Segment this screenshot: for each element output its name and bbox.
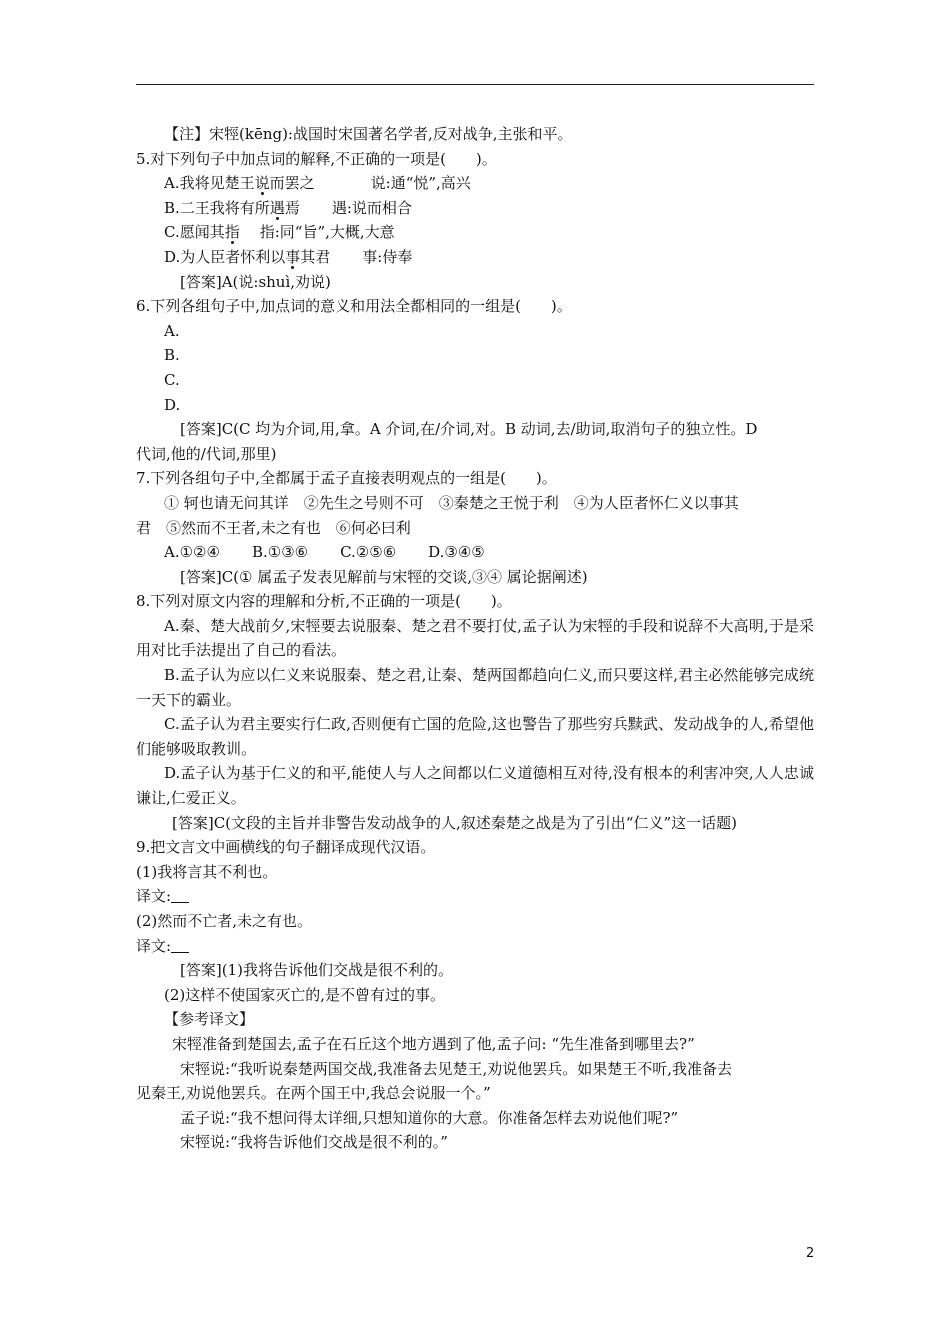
q5-b-dotted-word: 遇 [269, 198, 285, 217]
q5-d-text-tail: 其君 [300, 247, 331, 266]
q7-options [136, 540, 814, 565]
q6-stem: 6.下列各组句子中,加点词的意义和用法全都相同的一组是( )。 [136, 297, 572, 316]
q5-option-b [136, 196, 814, 221]
q9-answer-blank-2[interactable] [171, 938, 189, 953]
q5-a-explanation: 说:通“悦”,高兴 [370, 174, 471, 193]
header-rule [136, 84, 814, 85]
q5-c-explanation: 指:同“旨”,大概,大意 [259, 223, 395, 242]
q8-stem: 8.下列对原文内容的理解和分析,不正确的一项是( )。 [136, 592, 512, 611]
q5-b-explanation: 遇:说而相合 [331, 198, 412, 217]
q5-c-dotted-word: 指 [224, 223, 240, 242]
q7-option-b: B.①③⑥ [251, 543, 309, 562]
q5-option-a [136, 171, 814, 196]
q8-answer: [答案]C(文段的主旨并非警告发动战争的人,叙述秦楚之战是为了引出“仁义”这一话题) [172, 813, 737, 832]
q6-option-c: C. [164, 370, 180, 389]
q9-sentence-2: (2)然而不亡者,未之有也。 [136, 912, 313, 930]
q8-option-d: D.孟子认为基于仁义的和平,能使人与人之间都以仁义道德相互对待,没有根本的利害冲突,人人忠诚谦让,仁爱正义。 [136, 764, 814, 808]
q5-a-dotted-word: 说 [254, 174, 270, 193]
q8-option-b: B.孟子认为应以仁义来说服秦、楚之君,让秦、楚两国都趋向仁义,而只要这样,君主必然能够完成统一天下的霸业。 [136, 666, 814, 709]
q5-b-text: B.二王我将有所 [164, 198, 270, 217]
document-body [136, 122, 814, 1155]
q5-d-text: D.为人臣者怀利以 [164, 247, 286, 266]
q6-option-b: B. [164, 346, 180, 365]
note: 【注】宋牼(kēng):战国时宋国著名学者,反对战争,主张和平。 [164, 125, 573, 143]
q9-answer-line2: (2)这样不使国家灭亡的,是不曾有过的事。 [164, 985, 446, 1004]
q7-stem: 7.下列各组句子中,全都属于孟子直接表明观点的一组是( )。 [136, 469, 557, 488]
q7-option-d: D.③④⑤ [428, 543, 485, 562]
q5-answer: [答案]A(说:shuì,劝说) [180, 272, 331, 291]
q5-option-c [136, 220, 814, 245]
q7-option-a: A.①②④ [164, 543, 220, 562]
q9-translation-1 [136, 884, 814, 909]
q9-stem: 9.把文言文中画横线的句子翻译成现代汉语。 [136, 838, 436, 857]
q7-items-line2: 君 ⑤然而不王者,未之有也 ⑥何必曰利 [136, 518, 411, 537]
q5-stem: 5.对下列句子中加点词的解释,不正确的一项是( )。 [136, 149, 497, 168]
q8-option-c: C.孟子认为君主要实行仁政,否则便有亡国的危险,这也警告了那些穷兵黩武、发动战争的人,希望他们能够吸取教训。 [136, 715, 814, 758]
q9-translation-2-label: 译文: [136, 936, 172, 955]
q7-answer: [答案]C(① 属孟子发表见解前与宋牼的交谈,③④ 属论据阐述) [180, 567, 588, 586]
q7-items-line1: ① 轲也请无问其详 ②先生之号则不可 ③秦楚之王悦于利 ④为人臣者怀仁义以事其 [164, 493, 739, 512]
q5-c-text: C.愿闻其 [164, 223, 225, 242]
q5-d-explanation: 事:侍奉 [362, 247, 413, 266]
q9-translation-2 [136, 934, 814, 959]
ref-paragraph-3: 孟子说:“我不想问得太详细,只想知道你的大意。你准备怎样去劝说他们呢?” [180, 1108, 679, 1127]
ref-paragraph-2-line2: 见秦王,劝说他罢兵。在两个国王中,我总会说服一个。” [136, 1084, 491, 1103]
q5-a-text-tail: 而罢之 [269, 174, 315, 193]
ref-paragraph-1: 宋牼准备到楚国去,孟子在石丘这个地方遇到了他,孟子问: “先生准备到哪里去?” [172, 1034, 695, 1053]
q8-option-a: A.秦、楚大战前夕,宋牼要去说服秦、楚之君不要打仗,孟子认为宋牼的手段和说辞不大高明,于是采用对比手法提出了自己的看法。 [136, 616, 814, 660]
page-number: 2 [806, 1246, 815, 1261]
ref-paragraph-2-line1: 宋牼说:“我听说秦楚两国交战,我准备去见楚王,劝说他罢兵。如果楚王不听,我准备去 [180, 1059, 733, 1078]
q9-translation-1-label: 译文: [136, 887, 172, 906]
q5-a-text: A.我将见楚王 [164, 174, 255, 193]
ref-paragraph-4: 宋牼说:“我将告诉他们交战是很不利的。” [180, 1133, 448, 1152]
q9-answer-blank-1[interactable] [171, 888, 189, 903]
q9-sentence-1: (1)我将言其不利也。 [136, 862, 278, 881]
q7-option-c: C.②⑤⑥ [340, 543, 397, 562]
q5-b-text-tail: 焉 [284, 198, 300, 217]
q6-option-a: A. [164, 321, 180, 340]
q5-d-dotted-word: 事 [285, 247, 301, 266]
q6-answer-line2: 代词,他的/代词,那里) [136, 444, 277, 463]
q6-answer-line1: [答案]C(C 均为介词,用,拿。A 介词,在/介词,对。B 动词,去/助词,取消句子的独立性。D [180, 420, 758, 439]
q6-option-d: D. [164, 395, 181, 414]
q9-answer-line1: [答案](1)我将告诉他们交战是很不利的。 [180, 961, 453, 980]
q5-option-d [136, 245, 814, 270]
ref-heading: 【参考译文】 [164, 1010, 255, 1029]
